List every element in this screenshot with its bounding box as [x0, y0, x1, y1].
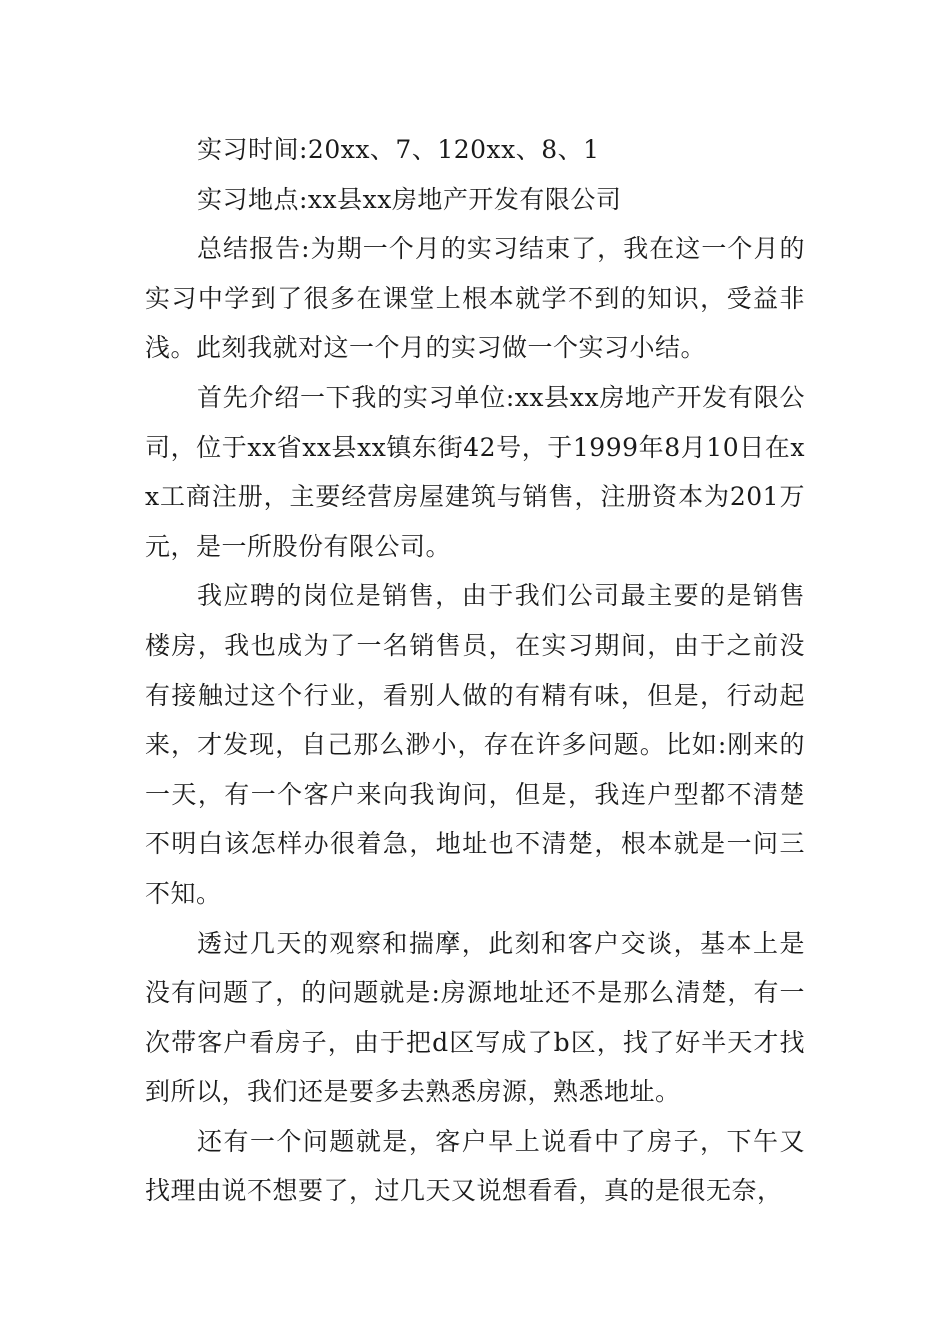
paragraph-company-intro: 首先介绍一下我的实习单位:xx县xx房地产开发有限公司，位于xx省xx县xx镇东街42号，于1999年8月10日在xx工商注册，主要经营房屋建筑与销售，注册资本为201万元，是一所股份有限公司。 [145, 382, 805, 561]
paragraph-internship-time: 实习时间:20xx、7、120xx、8、1 [197, 135, 600, 164]
paragraph-another-problem: 还有一个问题就是，客户早上说看中了房子，下午又找理由说不想要了，过几天又说想看看，真的是很无奈， [145, 1126, 805, 1206]
paragraph-observation: 透过几天的观察和揣摩，此刻和客户交谈，基本上是没有问题了，的问题就是:房源地址还不是那么清楚，有一次带客户看房子，由于把d区写成了b区，找了好半天才找到所以，我们还是要多去熟悉房源，熟悉地址。 [145, 928, 805, 1107]
paragraph-sales-position: 我应聘的岗位是销售，由于我们公司最主要的是销售楼房，我也成为了一名销售员，在实习期间，由于之前没有接触过这个行业，看别人做的有精有味，但是，行动起来，才发现，自己那么渺小，存在许多问题。比如:刚来的一天，有一个客户来向我询问，但是，我连户型都不清楚不明白该怎样办很着急，地址也不清楚，根本就是一问三不知。 [145, 581, 805, 908]
paragraph-summary-report: 总结报告:为期一个月的实习结束了，我在这一个月的实习中学到了很多在课堂上根本就学不到的知识，受益非浅。此刻我就对这一个月的实习做一个实习小结。 [145, 234, 805, 363]
document-body [145, 125, 805, 1216]
paragraph-internship-location: 实习地点:xx县xx房地产开发有限公司 [197, 184, 622, 214]
